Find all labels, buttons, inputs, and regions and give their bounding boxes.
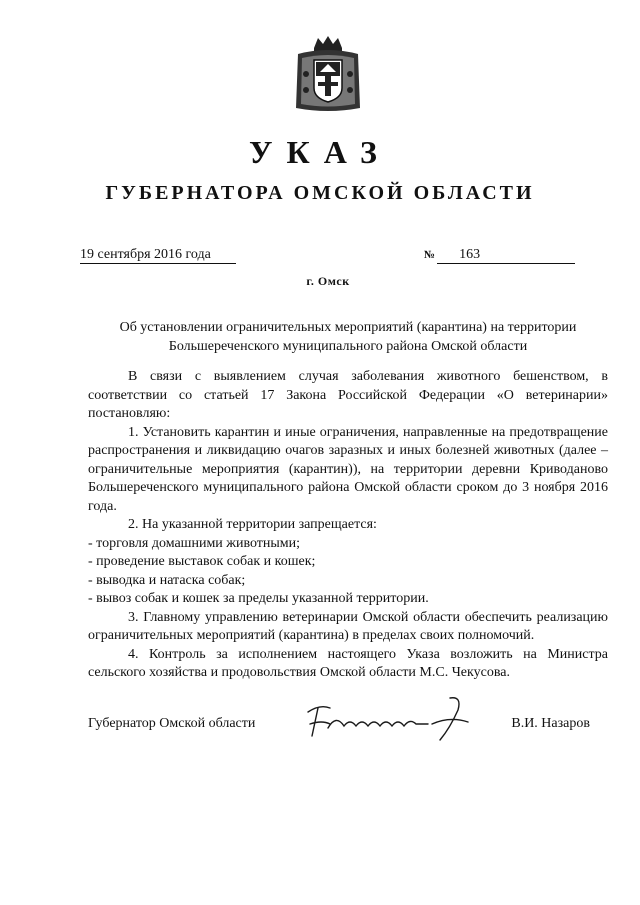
signer-position: Губернатор Омской области xyxy=(88,716,256,731)
decree-heading: Об установлении ограничительных мероприятий (карантина) на территории Большереченского муниципального района Омской области xyxy=(119,320,577,354)
decree-date: 19 сентября 2016 года xyxy=(80,246,236,264)
item-4: 4. Контроль за исполнением настоящего Указа возложить на Министра сельского хозяйства и продовольствия Омской области М.С. Чекусова. xyxy=(88,646,608,680)
city-label: г. Омск xyxy=(306,274,350,288)
decree-number-block xyxy=(424,246,575,264)
handwritten-signature-icon xyxy=(300,694,480,744)
list-item: - выводка и натаска собак; xyxy=(88,572,246,588)
document-subtitle: ГУБЕРНАТОРА ОМСКОЙ ОБЛАСТИ xyxy=(105,182,535,204)
coat-of-arms-icon xyxy=(292,34,364,114)
item-1: 1. Установить карантин и иные ограничения, направленные на предотвращение распространения и ликвидацию очагов заразных и иных болезней животных (далее – ограничительные мероприятия (карантин)), на территории деревни Криводаново Большереченского муниципального района Омской области сроком до 3 ноября 2016 года. xyxy=(88,424,608,514)
list-item: - вывоз собак и кошек за пределы указанной территории. xyxy=(88,591,429,606)
intro-paragraph: В связи с выявлением случая заболевания животного бешенством, в соответствии со статьей 17 Закона Российской Федерации «О ветеринарии» постановляю: xyxy=(88,369,608,421)
decree-body xyxy=(88,368,608,683)
decree-number: 163 xyxy=(437,246,575,264)
list-item: - торговля домашними животными; xyxy=(88,535,301,551)
item-2: 2. На указанной территории запрещается: xyxy=(128,517,377,532)
list-item: - проведение выставок собак и кошек; xyxy=(88,554,316,569)
item-3: 3. Главному управлению ветеринарии Омской области обеспечить реализацию ограничительных мероприятий (карантина) в пределах своих полномочий. xyxy=(88,609,608,643)
number-sign: № xyxy=(424,249,436,261)
signer-name: В.И. Назаров xyxy=(511,716,590,731)
document-title: УКАЗ xyxy=(249,134,391,170)
